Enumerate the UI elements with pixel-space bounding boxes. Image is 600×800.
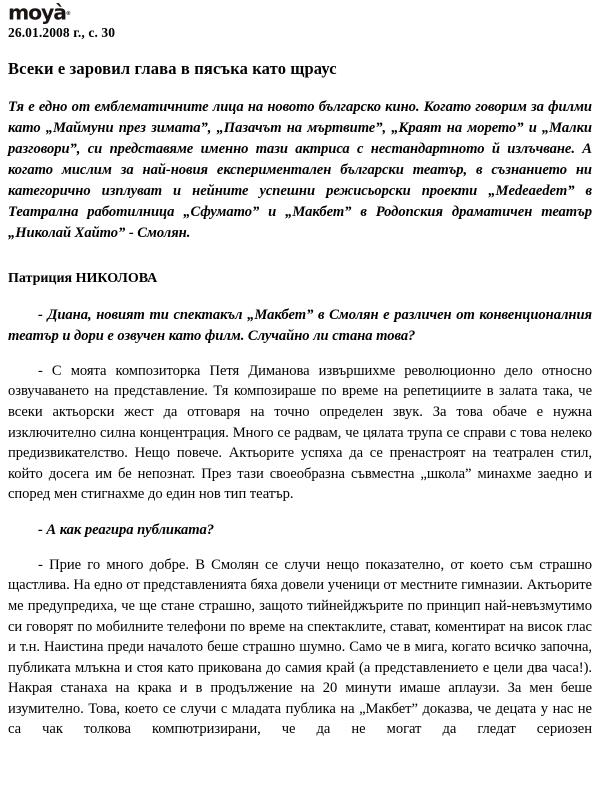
interview-question: - Диана, новият ти спектакъл „Макбет” в Смолян е различен от конвенционалния театър и дори е озвучен като филм. Случайно ли стана това?	[8, 307, 592, 344]
publication-logo	[8, 1, 71, 23]
trademark-icon: ®	[65, 11, 71, 17]
interview-body	[8, 305, 592, 740]
masthead	[8, 0, 592, 24]
interview-answer: - С моята композиторка Петя Диманова извършихме революционно дело относно озвучаването на представление. Тя композираше по време на репетициите в залата така, че всеки актьорски жест да отговаря на точно определен звук. За това обаче е нужна изключително силна концентрация. Много се радвам, че цялата трупа се справи с това нелеко предизвикателство. Нещо повече. Актьорите успяха да се пренастроят на театрален стил, който досега им бе непознат. През тази своеобразна съвместна „школа” минахме заедно и според мен стигнахме до един нов тип театър.	[8, 362, 592, 503]
interview-question: - А как реагира публиката?	[38, 521, 214, 538]
article-headline: Всеки е заровил глава в пясъка като щраус	[8, 59, 337, 78]
article-byline: Патриция НИКОЛОВА	[8, 271, 158, 286]
article-intro: Тя е едно от емблематичните лица на новото българско кино. Когато говорим за филми като „Маймуни през зимата”, „Пазачът на мъртвите”, „Краят на морето” и „Малки разговори”, си представяме именно тази актриса с нестандартното й излъчване. А когато мислим за най-новия експериментален български театър, в съзнанието ни категорично изплуват и нейните успешни режисьорски проекти „Medeaedem” в Театрална работилница „Сфумато” и „Макбет” в Родопския драматичен театър „Николай Хайто” - Смолян.	[8, 99, 592, 241]
publication-logo-text: moyà	[8, 0, 66, 25]
interview-answer: - Прие го много добре. В Смолян се случи нещо показателно, от което съм страшно щастлива. На едно от представленията бяха довели ученици от местните гимназии. Актьорите ме предупредиха, че ще стане страшно, защото тийнейджърите по принцип най-невъзмутимо си говорят по мобилните телефони по време на спектаклите, стават, коментират на висок глас и т.н. Наистина преди началото беше страшно шумно. Само че в мига, когато всичко започна, публиката млъкна и стоя като прикована до самия край (а представлението е цели два часа!). Накрая станаха на крака и в продължение на 20 минути имаше аплаузи. За мен беше изумително. Това, което се случи с младата публика на „Макбет” доказва, че децата у нас не са чак толкова компютризирани, че да не могат да гледат сериозен	[8, 556, 592, 738]
dateline: 26.01.2008 г., с. 30	[8, 25, 116, 40]
